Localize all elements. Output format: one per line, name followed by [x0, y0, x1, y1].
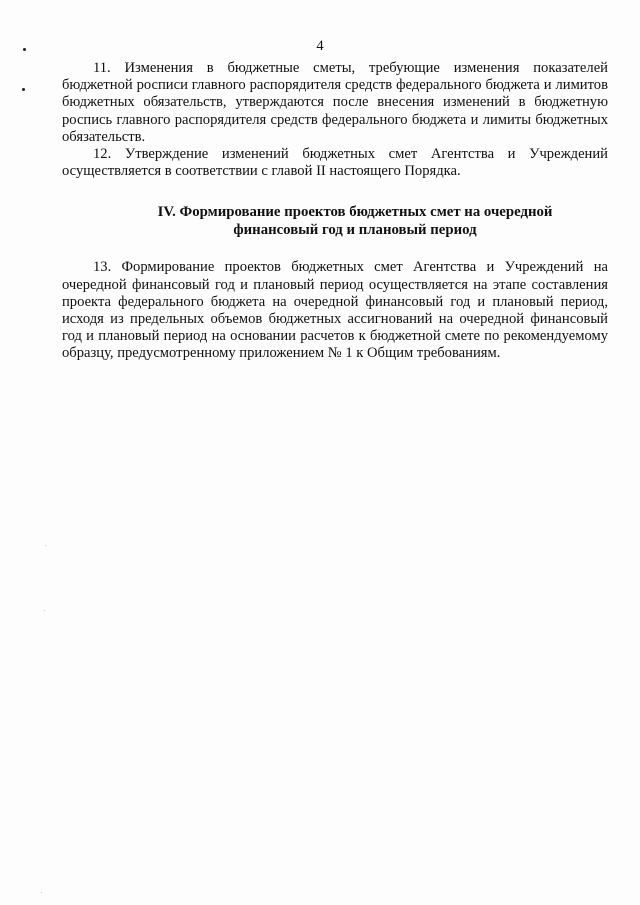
paragraph-12: 12. Утверждение изменений бюджетных смет Агентства и Учреждений осуществляется в соответствии с главой II настоящего Порядка. [62, 146, 608, 180]
section-heading-line-2: финансовый год и плановый период [233, 222, 477, 239]
document-body [62, 60, 608, 363]
paragraph-11: 11. Изменения в бюджетные сметы, требующие изменения показателей бюджетной росписи главного распорядителя средств федерального бюджета и лимитов бюджетных обязательств, утверждаются после внесения изменений в бюджетную роспись главного распорядителя средств федерального бюджета и лимиты бюджетных обязательств. [62, 60, 608, 145]
section-heading-line-1: IV. Формирование проектов бюджетных смет на очередной [157, 204, 553, 221]
scan-speck [22, 88, 25, 91]
scan-mark [45, 545, 46, 546]
section-heading [62, 203, 608, 239]
page-number: 4 [316, 38, 324, 54]
scan-mark [41, 892, 42, 893]
scan-mark [44, 610, 45, 611]
paragraph-13: 13. Формирование проектов бюджетных смет Агентства и Учреждений на очередной финансовый год и плановый период осуществляется на этапе составления проекта федерального бюджета на очередной финансовый год и плановый период, исходя из предельных объемов бюджетных ассигнований на очередной финансовый год и плановый период на основании расчетов к бюджетной смете по рекомендуемому образцу, предусмотренному приложением № 1 к Общим требованиям. [62, 259, 608, 362]
